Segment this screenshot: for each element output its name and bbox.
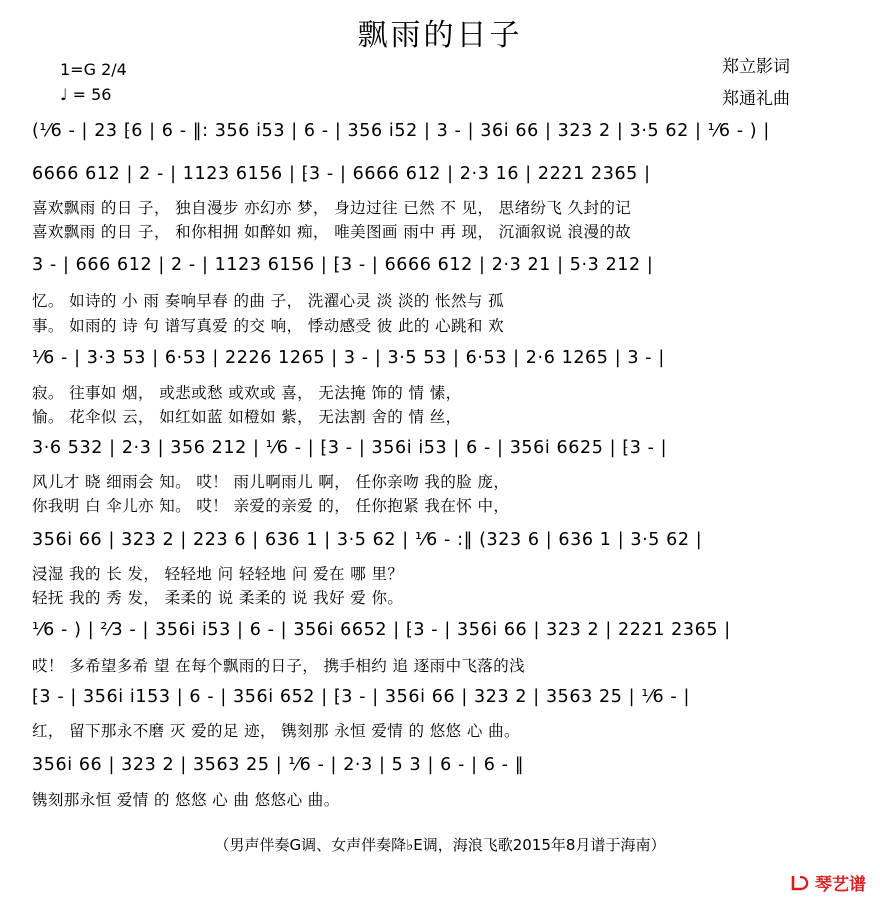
lyricist-credit: 郑立影词 (722, 57, 790, 77)
song-title: 飘雨的日子 (357, 18, 523, 53)
tempo-marking: ♩ = 56 (60, 85, 112, 104)
lyric-line: 愉。 花伞似 云， 如红如蓝 如橙如 紫， 无法割 舍的 情 丝， (32, 408, 462, 426)
composer-credit: 郑通礼曲 (722, 89, 790, 109)
score-row: 356i 66 | 323 2 | 223 6 | 636 1 | 3·5 62 | ¹⁄6 - :‖ (323 6 | 636 1 | 3·5 62 | (32, 530, 703, 550)
score-row: ⁅3 - | 356i i153 | 6 - | 356i 652 | ⁅3 - | 356i 66 | 323 2 | 3563 25 | ¹⁄6 - | (32, 687, 690, 707)
score-row: ¹⁄6 - | 3·3 53 | 6·53 | 2226 1265 | 3 - | 3·5 53 | 6·53 | 2·6 1265 | 3 - | (32, 348, 665, 368)
lyric-line: 喜欢飘雨 的日 子， 和你相拥 如醉如 痴， 唯美图画 雨中 再 现， 沉湎叙说 浪漫的故 (32, 223, 632, 241)
lyric-line: 红， 留下那永不磨 灭 爱的足 迹， 镌刻那 永恒 爱情 的 悠悠 心 曲。 (32, 722, 520, 740)
score-row: (¹⁄6 - | 23 ⁅6 | 6 - ‖: 356 i53 | 6 - | 356 i52 | 3 - | 36i 66 | 323 2 | 3·5 62 | ¹⁄6 - ) | (32, 121, 770, 141)
lyric-line: 浸湿 我的 长 发， 轻轻地 问 轻轻地 问 爱在 哪 里？ (32, 565, 404, 583)
logo-text: 琴艺谱 (815, 875, 866, 895)
lyric-line: 事。 如雨的 诗 句 谱写真爱 的交 响， 悸动感受 彼 此的 心跳和 欢 (32, 317, 504, 335)
lyric-line: 你我明 白 伞儿亦 知。 哎！ 亲爱的亲爱 的， 任你抱紧 我在怀 中， (32, 497, 510, 515)
key-signature: 1=G 2/4 (60, 60, 127, 79)
lyric-line: 忆。 如诗的 小 雨 奏响早春 的曲 子， 洗濯心灵 淡 淡的 怅然与 孤 (32, 292, 504, 310)
score-row: 356i 66 | 323 2 | 3563 25 | ¹⁄6 - | 2·3 | 5 3 | 6 - | 6 - ‖ (32, 755, 525, 775)
lyric-line: 轻抚 我的 秀 发， 柔柔的 说 柔柔的 说 我好 爱 你。 (32, 589, 404, 607)
score-row: 6666 612 | 2 - | 1123 6156 | ⁅3 - | 6666 612 | 2·3 16 | 2221 2365 | (32, 164, 651, 184)
lyric-line: 寂。 往事如 烟， 或悲或愁 或欢或 喜， 无法掩 饰的 情 愫， (32, 384, 462, 402)
lyric-line: 镌刻那永恒 爱情 的 悠悠 心 曲 悠悠心 曲。 (32, 791, 340, 809)
score-row: ¹⁄6 - ) | ²⁄3 - | 356i i53 | 6 - | 356i 6652 | ⁅3 - | 356i 66 | 323 2 | 2221 2365 | (32, 620, 731, 640)
lyric-line: 喜欢飘雨 的日 子， 独自漫步 亦幻亦 梦， 身边过往 已然 不 见， 思绪纷飞 久封的记 (32, 199, 632, 217)
footnote: （男声伴奏G调、女声伴奏降♭E调，海浪飞歌2015年8月谱于海南） (214, 836, 666, 854)
score-row: 3·6 532 | 2·3 | 356 212 | ¹⁄6 - | ⁅3 - | 356i i53 | 6 - | 356i 6625 | ⁅3 - | (32, 438, 668, 458)
score-row: 3 - | 666 612 | 2 - | 1123 6156 | ⁅3 - | 6666 612 | 2·3 21 | 5·3 212 | (32, 255, 654, 275)
logo-mark-icon (790, 873, 812, 893)
site-logo (790, 870, 866, 895)
lyric-line: 哎！ 多希望多希 望 在每个飘雨的日子， 携手相约 追 逐雨中飞落的浅 (32, 657, 526, 675)
lyric-line: 风儿才 晓 细雨会 知。 哎！ 雨儿啊雨儿 啊， 任你亲吻 我的脸 庞， (32, 473, 510, 491)
